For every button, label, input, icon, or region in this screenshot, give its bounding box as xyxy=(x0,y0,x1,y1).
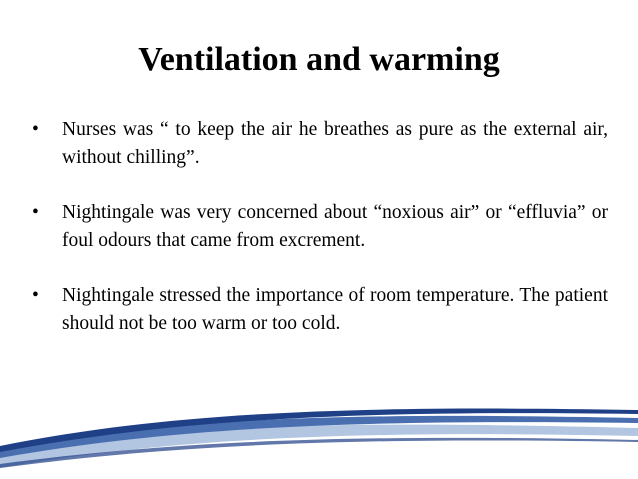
bullet-marker: • xyxy=(32,119,39,140)
bullet-text: Nurses was “ to keep the air he breathes as pure as the external air, without chilling”. xyxy=(62,119,608,168)
bullet-marker: • xyxy=(32,202,39,223)
bullet-item xyxy=(30,116,608,172)
bullet-list xyxy=(30,116,608,365)
bullet-text: Nightingale was very concerned about “noxious air” or “effluvia” or foul odours that came from excrement. xyxy=(62,202,608,251)
decorative-swoosh xyxy=(0,390,638,479)
bullet-marker: • xyxy=(32,285,39,306)
bullet-item xyxy=(30,282,608,338)
slide-title: Ventilation and warming xyxy=(138,41,500,78)
bullet-text: Nightingale stressed the importance of room temperature. The patient should not be too warm or too cold. xyxy=(62,285,608,334)
bullet-item xyxy=(30,199,608,255)
